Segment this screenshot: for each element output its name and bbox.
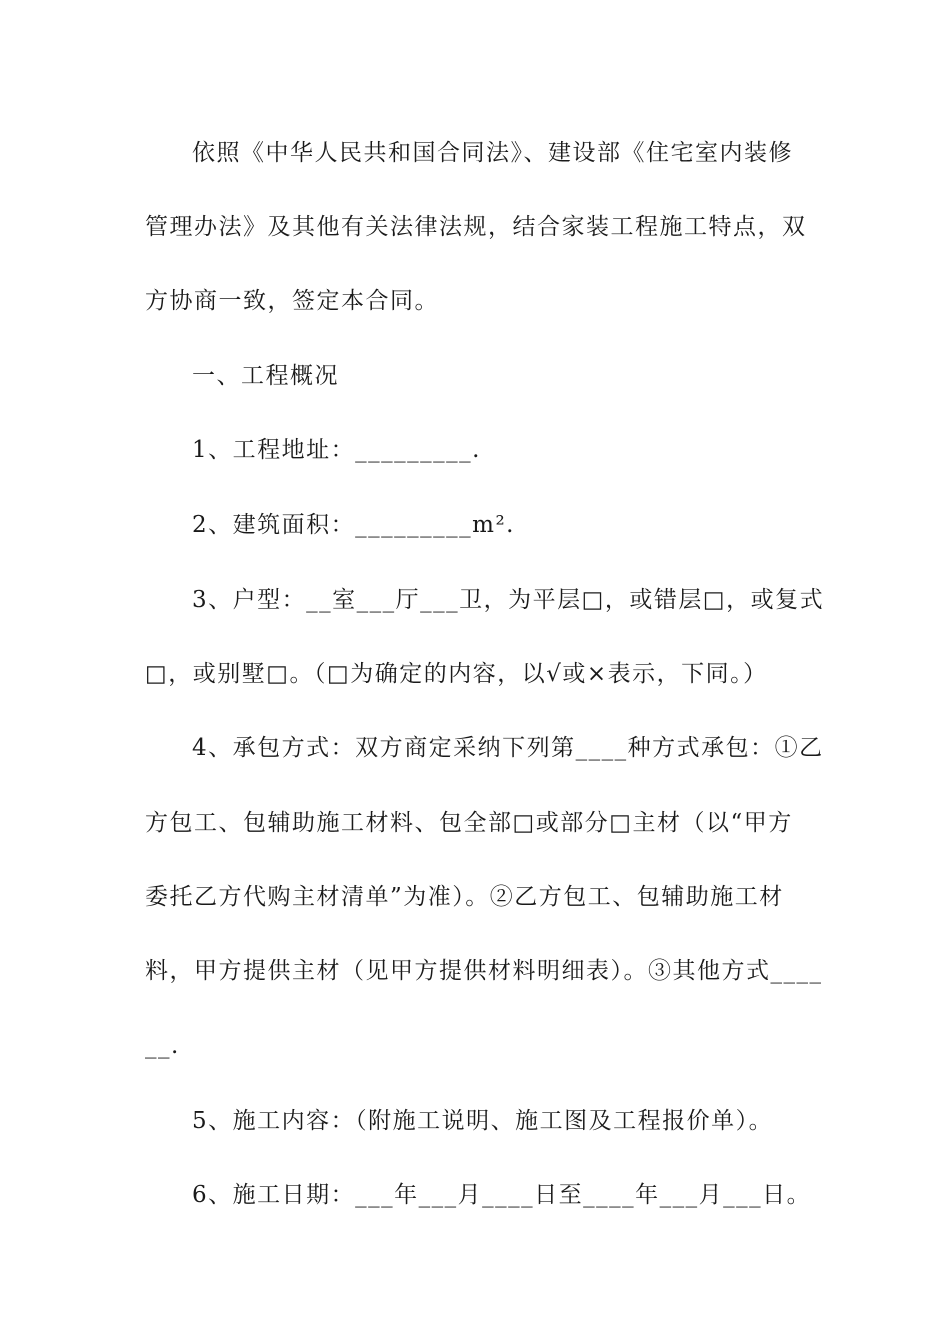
item-5-content: 5、施工内容：（附施工说明、施工图及工程报价单）。 <box>192 1108 774 1134</box>
item-4-contract-line-5: __. <box>145 1033 180 1059</box>
paragraph-intro-line-3: 方协商一致，签定本合同。 <box>145 288 439 314</box>
paragraph-intro-line-1: 依照《中华人民共和国合同法》、建设部《住宅室内装修 <box>192 140 793 166</box>
section-heading: 一、工程概况 <box>192 363 339 389</box>
item-4-contract-line-3: 委托乙方代购主材清单”为准）。②乙方包工、包辅助施工材 <box>145 884 784 910</box>
item-6-dates: 6、施工日期：___年___月____日至____年___月___日。 <box>192 1182 812 1208</box>
item-2-area: 2、建筑面积：_________m². <box>192 512 515 538</box>
paragraph-intro-line-2: 管理办法》及其他有关法律法规，结合家装工程施工特点，双 <box>145 214 807 240</box>
item-3-layout-line-2: □，或别墅□。（□为确定的内容，以√或×表示，下同。） <box>145 661 768 687</box>
item-1-address: 1、工程地址：_________. <box>192 437 481 463</box>
item-4-contract-line-4: 料，甲方提供主材（见甲方提供材料明细表）。③其他方式____ <box>145 958 823 984</box>
item-3-layout-line-1: 3、户型：__室___厅___卫，为平层□，或错层□，或复式 <box>192 587 825 613</box>
item-4-contract-line-2: 方包工、包辅助施工材料、包全部□或部分□主材（以“甲方 <box>145 810 793 836</box>
item-4-contract-line-1: 4、承包方式：双方商定采纳下列第____种方式承包：①乙 <box>192 735 824 761</box>
